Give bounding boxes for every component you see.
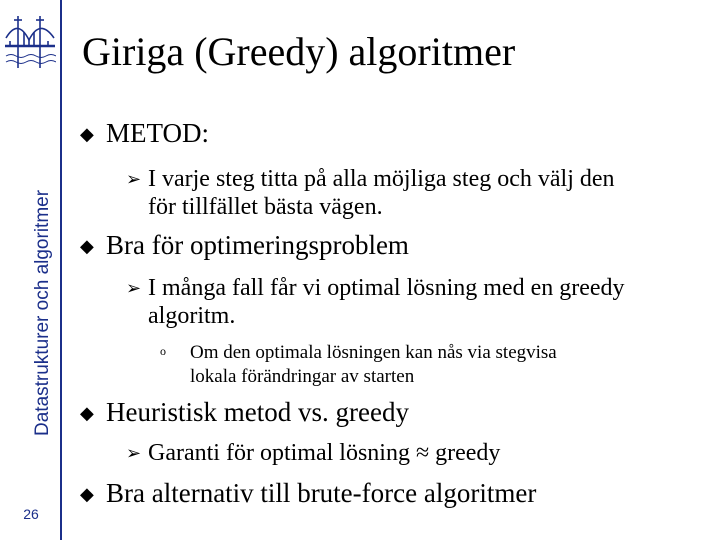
arrow-bullet-icon: ➢ — [126, 169, 142, 189]
diamond-bullet-icon: ◆ — [80, 236, 94, 256]
sidebar — [0, 0, 62, 540]
diamond-bullet-icon: ◆ — [80, 484, 94, 504]
sub-sub-bullet-item — [160, 342, 557, 364]
bullet-item — [80, 478, 536, 509]
sub-bullet-text: I många fall får vi optimal lösning med en greedy — [148, 275, 625, 301]
bullet-text: Heuristisk metod vs. greedy — [106, 397, 409, 427]
circle-bullet-icon: o — [160, 344, 166, 358]
sub-bullet-item — [126, 440, 500, 467]
sub-bullet-text-continued: för tillfället bästa vägen. — [148, 194, 383, 220]
bullet-text: Bra för optimeringsproblem — [106, 230, 409, 260]
arrow-bullet-icon: ➢ — [126, 278, 142, 298]
slide-title: Giriga (Greedy) algoritmer — [82, 29, 516, 74]
bullet-item — [80, 397, 409, 428]
sub-bullet-text: Garanti för optimal lösning ≈ greedy — [148, 440, 501, 466]
bullet-item — [80, 118, 209, 149]
course-title: Datastrukturer och algoritmer — [32, 189, 53, 436]
page-number: 26 — [23, 506, 39, 522]
sub-bullet-text-continued: algoritm. — [148, 303, 236, 329]
sub-bullet-item — [126, 275, 625, 302]
bullet-text: METOD: — [106, 118, 210, 148]
arrow-bullet-icon: ➢ — [126, 443, 142, 463]
bullet-text: Bra alternativ till brute-force algoritmer — [106, 478, 537, 508]
sub-sub-bullet-text: Om den optimala lösningen kan nås via stegvisa — [190, 342, 557, 363]
bullet-item — [80, 230, 409, 261]
diamond-bullet-icon: ◆ — [80, 124, 94, 144]
sub-sub-bullet-text-continued: lokala förändringar av starten — [190, 366, 415, 387]
diamond-bullet-icon: ◆ — [80, 403, 94, 423]
sub-bullet-text: I varje steg titta på alla möjliga steg och välj den — [148, 166, 615, 192]
sub-bullet-item — [126, 166, 615, 193]
